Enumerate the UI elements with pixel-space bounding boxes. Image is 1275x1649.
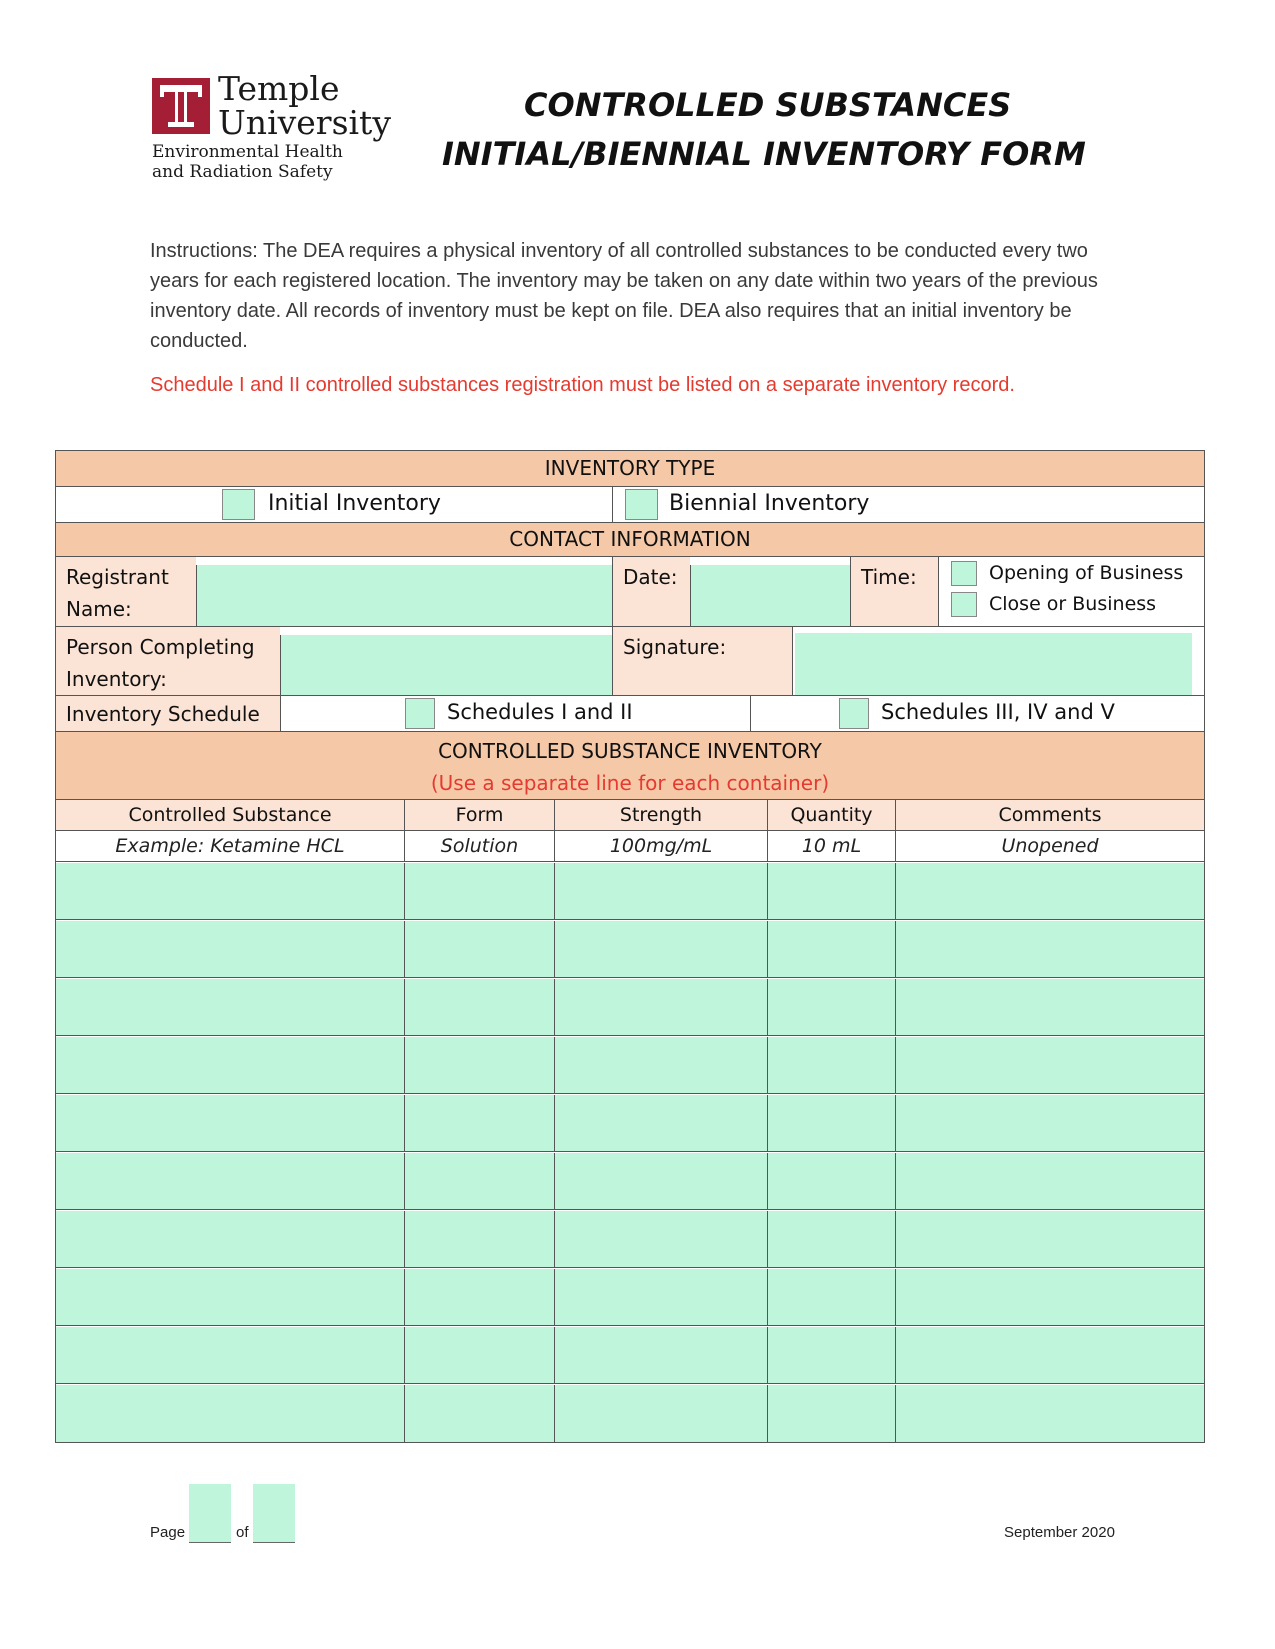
strength-entry-field[interactable] — [554, 1211, 767, 1267]
inventory-entry-rows — [56, 862, 1204, 1442]
form-entry-field[interactable] — [404, 1385, 554, 1442]
contact-information-header-label: CONTACT INFORMATION — [509, 527, 751, 551]
comments-entry-field[interactable] — [895, 979, 1204, 1035]
logo-wordmark-university: University — [218, 103, 391, 142]
controlled-substance-entry-field[interactable] — [56, 1153, 404, 1209]
schedules-iii-v-checkbox[interactable] — [839, 698, 869, 729]
quantity-entry-field[interactable] — [767, 1095, 895, 1151]
signature-cell — [792, 627, 1204, 695]
strength-entry-field[interactable] — [554, 1037, 767, 1093]
inventory-entry-row — [56, 1210, 1204, 1268]
opening-of-business-checkbox[interactable] — [951, 561, 977, 586]
schedule-warning-text: Schedule I and II controlled substances registration must be listed on a separate inventory record. — [150, 374, 1015, 396]
comments-entry-field[interactable] — [895, 1269, 1204, 1325]
date-field[interactable] — [690, 565, 850, 626]
comments-entry-field[interactable] — [895, 1037, 1204, 1093]
quantity-entry-field[interactable] — [767, 1037, 895, 1093]
opening-of-business-label: Opening of Business — [989, 562, 1184, 584]
form-entry-field[interactable] — [404, 1211, 554, 1267]
comments-entry-field[interactable] — [895, 1211, 1204, 1267]
strength-entry-field[interactable] — [554, 921, 767, 977]
time-label-text: Time: — [861, 565, 917, 589]
logo-department-line1: Environmental Health — [152, 142, 343, 162]
contact-information-header — [56, 523, 1204, 557]
form-entry-field[interactable] — [404, 1269, 554, 1325]
inventory-entry-row — [56, 1094, 1204, 1152]
controlled-substance-entry-field[interactable] — [56, 1269, 404, 1325]
form-title-line2: INITIAL/BIENNIAL INVENTORY FORM — [442, 135, 1086, 173]
column-header-controlled-substance: Controlled Substance — [128, 804, 332, 826]
form-entry-field[interactable] — [404, 1153, 554, 1209]
form-entry-field[interactable] — [404, 921, 554, 977]
initial-inventory-label: Initial Inventory — [268, 491, 441, 516]
quantity-entry-field[interactable] — [767, 1211, 895, 1267]
column-header-quantity: Quantity — [767, 800, 895, 830]
column-header-form: Form — [404, 800, 554, 830]
form-entry-field[interactable] — [404, 863, 554, 919]
controlled-substance-entry-field[interactable] — [56, 863, 404, 919]
inventory-entry-row — [56, 920, 1204, 978]
controlled-substance-entry-field[interactable] — [56, 979, 404, 1035]
strength-entry-field[interactable] — [554, 1327, 767, 1383]
instructions-text: Instructions: The DEA requires a physical inventory of all controlled substances to be conducted every two years for each registered location. The inventory may be taken on any date within two years of the previous inventory date. All records of inventory must be kept on file. DEA also requires that an initial inventory be conducted. — [150, 240, 1098, 352]
footer-date: September 2020 — [1004, 1524, 1115, 1541]
inventory-type-header-label: INVENTORY TYPE — [544, 456, 716, 480]
example-comments: Unopened — [895, 831, 1204, 861]
example-controlled-substance: Example: Ketamine HCL — [115, 835, 345, 857]
time-label — [850, 557, 938, 626]
close-of-business-checkbox[interactable] — [951, 592, 977, 617]
person-completing-row — [56, 627, 1204, 696]
page-total-field[interactable] — [253, 1484, 295, 1543]
column-header-strength: Strength — [554, 800, 767, 830]
example-quantity: 10 mL — [767, 831, 895, 861]
strength-entry-field[interactable] — [554, 1095, 767, 1151]
biennial-inventory-option[interactable] — [612, 487, 1204, 522]
quantity-entry-field[interactable] — [767, 1327, 895, 1383]
inventory-entry-row — [56, 1326, 1204, 1384]
column-header-comments: Comments — [895, 800, 1204, 830]
time-options — [938, 557, 1204, 626]
inventory-entry-row — [56, 862, 1204, 920]
example-strength: 100mg/mL — [554, 831, 767, 861]
controlled-substance-entry-field[interactable] — [56, 1037, 404, 1093]
logo-department-line2: and Radiation Safety — [152, 162, 333, 182]
strength-entry-field[interactable] — [554, 1153, 767, 1209]
registrant-row — [56, 557, 1204, 627]
controlled-substance-entry-field[interactable] — [56, 1385, 404, 1442]
comments-entry-field[interactable] — [895, 1385, 1204, 1442]
schedules-iii-v-option[interactable] — [750, 696, 1204, 731]
example-row — [56, 831, 1204, 862]
biennial-inventory-checkbox[interactable] — [625, 489, 658, 520]
signature-field[interactable] — [795, 633, 1192, 695]
schedules-i-ii-label: Schedules I and II — [447, 700, 633, 724]
biennial-inventory-label: Biennial Inventory — [669, 491, 870, 516]
date-label — [612, 557, 690, 626]
quantity-entry-field[interactable] — [767, 863, 895, 919]
inventory-entry-row — [56, 1036, 1204, 1094]
schedules-i-ii-checkbox[interactable] — [405, 698, 435, 729]
controlled-substance-inventory-header — [56, 732, 1204, 800]
inventory-entry-row — [56, 978, 1204, 1036]
inventory-entry-row — [56, 1152, 1204, 1210]
footer-page-label: Page — [150, 1524, 186, 1541]
quantity-entry-field[interactable] — [767, 921, 895, 977]
form-title-line1: CONTROLLED SUBSTANCES — [524, 86, 1012, 124]
inventory-entry-row — [56, 1268, 1204, 1326]
inventory-schedule-label — [56, 696, 280, 731]
person-completing-label — [56, 627, 280, 695]
inventory-type-row — [56, 487, 1204, 523]
quantity-entry-field[interactable] — [767, 1153, 895, 1209]
strength-entry-field[interactable] — [554, 863, 767, 919]
page-number-field[interactable] — [189, 1484, 231, 1543]
controlled-substance-entry-field[interactable] — [56, 1327, 404, 1383]
person-label-line1: Person Completing — [66, 635, 255, 659]
controlled-substance-entry-field[interactable] — [56, 1211, 404, 1267]
signature-label — [612, 627, 792, 695]
close-of-business-label: Close or Business — [989, 593, 1157, 615]
person-completing-field[interactable] — [280, 635, 612, 695]
comments-entry-field[interactable] — [895, 1327, 1204, 1383]
form-entry-field[interactable] — [404, 1037, 554, 1093]
initial-inventory-option[interactable] — [56, 487, 612, 522]
schedules-iii-v-label: Schedules III, IV and V — [881, 700, 1115, 724]
comments-entry-field[interactable] — [895, 921, 1204, 977]
strength-entry-field[interactable] — [554, 1269, 767, 1325]
registrant-name-field[interactable] — [196, 565, 612, 626]
registrant-label-line2: Name: — [66, 597, 132, 621]
schedules-i-ii-option[interactable] — [280, 696, 750, 731]
registrant-name-label — [56, 557, 196, 626]
footer-of-label: of — [236, 1524, 249, 1541]
person-label-line2: Inventory: — [66, 667, 167, 691]
form-entry-field[interactable] — [404, 1327, 554, 1383]
logo-wordmark-temple: Temple — [218, 69, 340, 108]
inventory-header-label: CONTROLLED SUBSTANCE INVENTORY — [438, 739, 822, 763]
controlled-substance-entry-field[interactable] — [56, 1095, 404, 1151]
quantity-entry-field[interactable] — [767, 979, 895, 1035]
inventory-entry-row — [56, 1384, 1204, 1442]
signature-label-text: Signature: — [623, 635, 727, 659]
form-entry-field[interactable] — [404, 1095, 554, 1151]
quantity-entry-field[interactable] — [767, 1269, 895, 1325]
date-label-text: Date: — [623, 565, 678, 589]
controlled-substance-entry-field[interactable] — [56, 921, 404, 977]
temple-logo-mark — [152, 78, 210, 134]
strength-entry-field[interactable] — [554, 979, 767, 1035]
inventory-schedule-label-text: Inventory Schedule — [66, 702, 260, 726]
inventory-form — [55, 450, 1205, 1443]
inventory-column-headers — [56, 800, 1204, 831]
inventory-type-header — [56, 451, 1204, 487]
example-form: Solution — [404, 831, 554, 861]
strength-entry-field[interactable] — [554, 1385, 767, 1442]
inventory-schedule-row — [56, 696, 1204, 732]
registrant-label-line1: Registrant — [66, 565, 169, 589]
form-entry-field[interactable] — [404, 979, 554, 1035]
comments-entry-field[interactable] — [895, 1095, 1204, 1151]
comments-entry-field[interactable] — [895, 863, 1204, 919]
initial-inventory-checkbox[interactable] — [222, 489, 255, 520]
inventory-subheader-label: (Use a separate line for each container) — [430, 771, 830, 795]
quantity-entry-field[interactable] — [767, 1385, 895, 1442]
comments-entry-field[interactable] — [895, 1153, 1204, 1209]
